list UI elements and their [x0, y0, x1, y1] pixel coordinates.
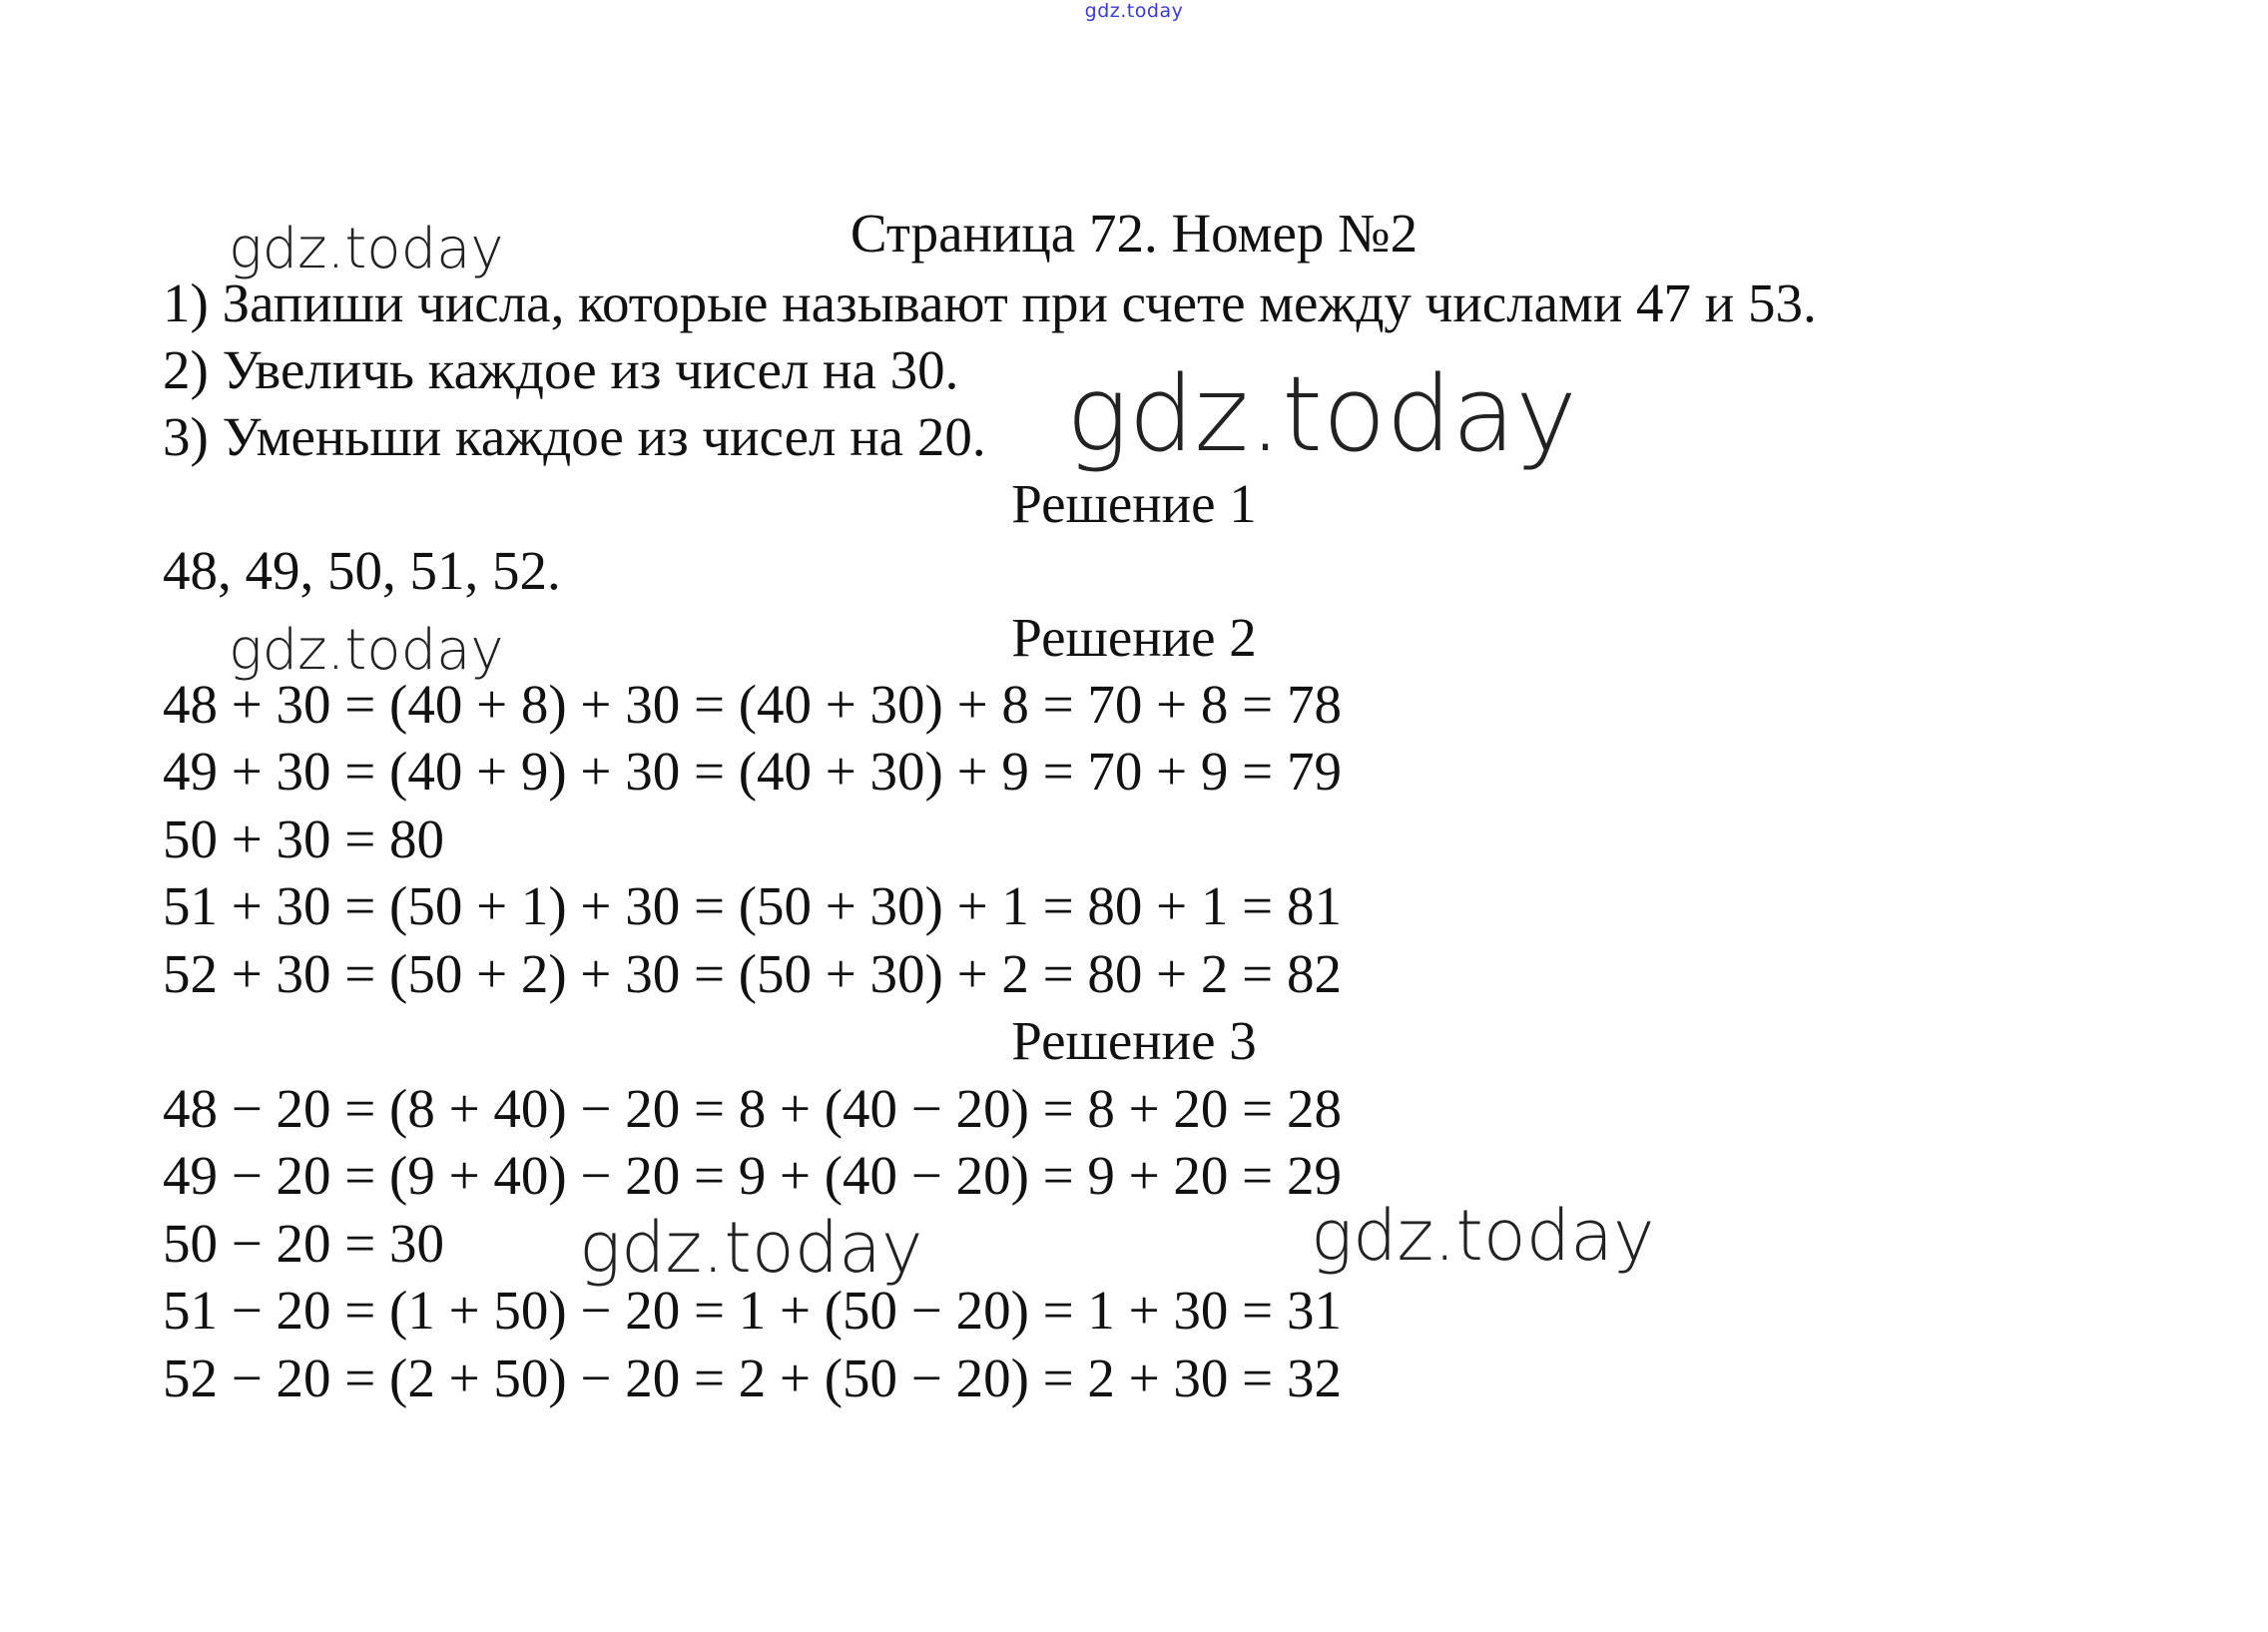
solution-2-line: 49 + 30 = (40 + 9) + 30 = (40 + 30) + 9 = 70 + 9 = 79: [163, 741, 1342, 802]
top-watermark: gdz.today: [1084, 0, 1184, 22]
solution-2-line: 50 + 30 = 80: [163, 809, 445, 869]
page-title: Страница 72. Номер №2: [850, 203, 1418, 264]
solution-3-heading: Решение 3: [1011, 1010, 1257, 1071]
solution-3-line: 49 − 20 = (9 + 40) − 20 = 9 + (40 − 20) = 9 + 20 = 29: [163, 1145, 1342, 1206]
task-1: 1) Запиши числа, которые называют при счете между числами 47 и 53.: [163, 272, 1817, 333]
watermark: gdz.today: [579, 1207, 923, 1289]
solution-3-line: 48 − 20 = (8 + 40) − 20 = 8 + (40 − 20) = 8 + 20 = 28: [163, 1078, 1342, 1139]
solution-2-line: 48 + 30 = (40 + 8) + 30 = (40 + 30) + 8 = 70 + 8 = 78: [163, 674, 1342, 735]
solution-2-heading: Решение 2: [1011, 607, 1257, 668]
solution-3-line: 51 − 20 = (1 + 50) − 20 = 1 + (50 − 20) = 1 + 30 = 31: [163, 1280, 1342, 1341]
task-2: 2) Увеличь каждое из чисел на 30.: [163, 339, 959, 400]
solution-3-line: 52 − 20 = (2 + 50) − 20 = 2 + (50 − 20) = 2 + 30 = 32: [163, 1348, 1342, 1408]
solution-2-line: 51 + 30 = (50 + 1) + 30 = (50 + 30) + 1 = 80 + 1 = 81: [163, 875, 1342, 936]
solution-2-line: 52 + 30 = (50 + 2) + 30 = (50 + 30) + 2 = 80 + 2 = 82: [163, 943, 1342, 1004]
solution-1-heading: Решение 1: [1011, 473, 1257, 534]
watermark: gdz.today: [229, 618, 504, 683]
watermark: gdz.today: [1066, 353, 1577, 475]
watermark: gdz.today: [229, 217, 504, 281]
watermark: gdz.today: [1311, 1195, 1655, 1277]
solution-3-line: 50 − 20 = 30: [163, 1213, 445, 1274]
solution-1-line: 48, 49, 50, 51, 52.: [163, 540, 561, 601]
task-3: 3) Уменьши каждое из чисел на 20.: [163, 406, 986, 467]
